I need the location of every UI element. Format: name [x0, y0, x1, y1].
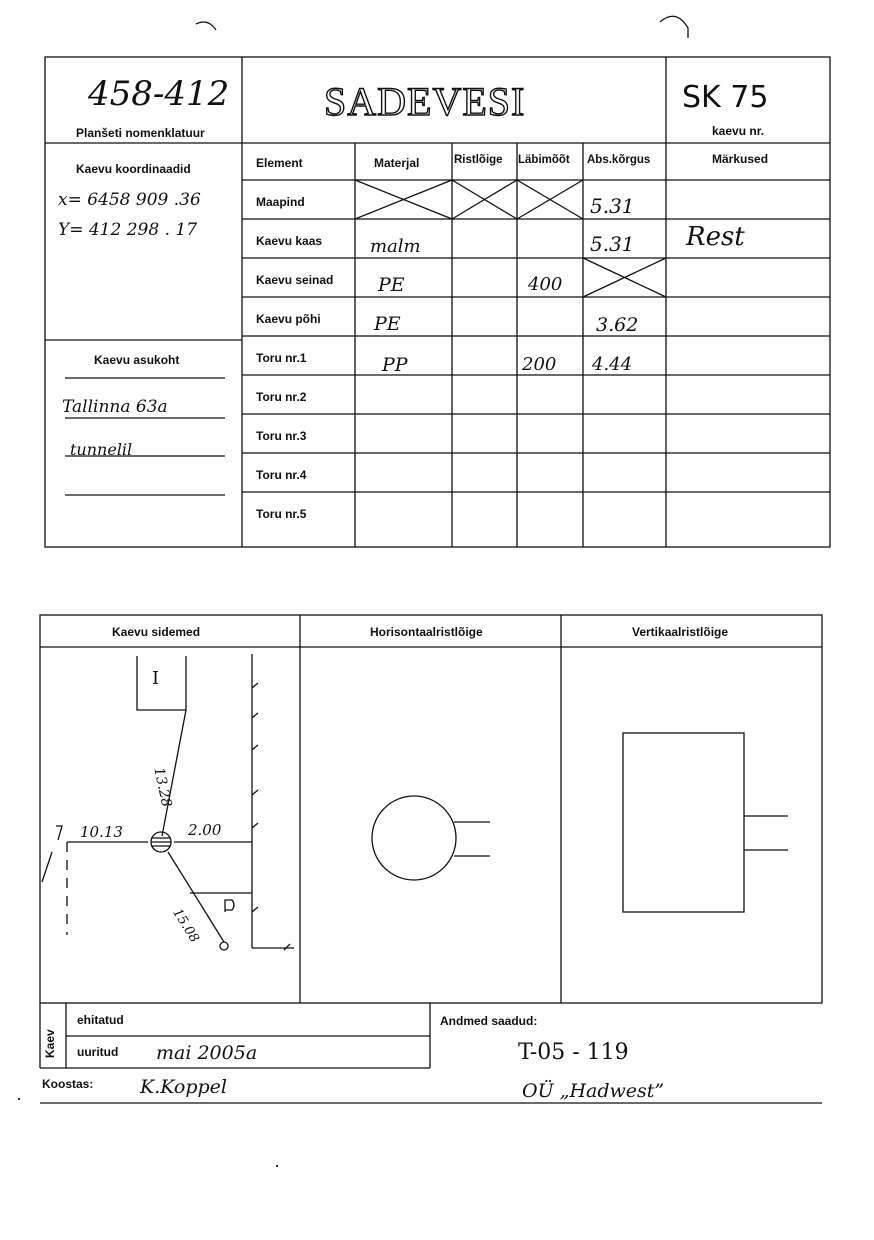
plansheet-number: 458-412 [88, 74, 230, 114]
page-title: SADEVESI [324, 79, 526, 124]
plansheet-label: Planšeti nomenklatuur [76, 126, 205, 140]
sketch-col-label: Kaevu sidemed [112, 625, 201, 639]
col-header-material: Materjal [374, 156, 420, 170]
company-name: OÜ „Hadwest” [522, 1080, 665, 1102]
row-label: Toru nr.2 [256, 390, 307, 404]
coordinate-x: x= 6458 909 .36 [58, 190, 201, 210]
table-cell: Rest [686, 222, 745, 252]
table-cell: PE [374, 313, 401, 335]
scan-speck [18, 1098, 20, 1100]
scan-speck [276, 1165, 278, 1167]
location-address: Tallinna 63a [62, 397, 168, 417]
compiled-label: Koostas: [42, 1077, 94, 1091]
sketch-col-label: Vertikaalristlõige [632, 625, 729, 639]
coordinate-y: Y= 412 298 . 17 [58, 220, 198, 240]
coordinates-label: Kaevu koordinaadid [76, 162, 191, 176]
compiled-by: K.Koppel [140, 1076, 228, 1098]
surveyed-date: mai 2005a [156, 1042, 258, 1064]
location-note: tunnelil [70, 440, 133, 459]
well-number: SK 75 [682, 80, 769, 115]
surveyed-label: uuritud [77, 1045, 119, 1059]
distance-label: 10.13 [80, 823, 123, 841]
row-label: Toru nr.4 [256, 468, 307, 482]
kaev-label: Kaev [43, 1029, 57, 1058]
col-header-diameter: Läbimõõt [518, 154, 570, 166]
table-cell: malm [370, 236, 421, 257]
col-header-element: Element [256, 156, 303, 170]
row-label: Toru nr.3 [256, 429, 307, 443]
building-mark: I [152, 668, 160, 689]
table-cell: 5.31 [590, 232, 635, 256]
table-cell: 5.31 [590, 194, 635, 218]
row-label: Kaevu kaas [256, 234, 323, 248]
col-header-cross-section: Ristlõige [454, 154, 503, 166]
row-label: Kaevu seinad [256, 273, 334, 287]
well-number-label: kaevu nr. [712, 124, 765, 138]
data-source-code: T-05 - 119 [518, 1040, 629, 1065]
built-label: ehitatud [77, 1013, 124, 1027]
table-cell: PP [382, 354, 408, 376]
table-cell: 3.62 [596, 314, 639, 336]
sketch-col-label: Horisontaalristlõige [370, 625, 483, 639]
row-label: Kaevu põhi [256, 312, 321, 326]
distance-label: 13.28 [150, 766, 175, 809]
table-cell: 400 [528, 274, 563, 295]
distance-label: 15.08 [169, 906, 202, 946]
data-source-label: Andmed saadud: [440, 1014, 538, 1028]
col-header-notes: Märkused [712, 152, 769, 166]
table-cell: PE [378, 274, 405, 296]
row-label: Toru nr.1 [256, 351, 307, 365]
row-label: Maapind [256, 195, 305, 209]
distance-label: 2.00 [188, 821, 222, 839]
row-label: Toru nr.5 [256, 507, 307, 521]
location-label: Kaevu asukoht [94, 353, 180, 367]
col-header-abs-height: Abs.kõrgus [587, 154, 651, 166]
table-cell: 4.44 [592, 354, 633, 375]
table-cell: 200 [522, 354, 557, 375]
